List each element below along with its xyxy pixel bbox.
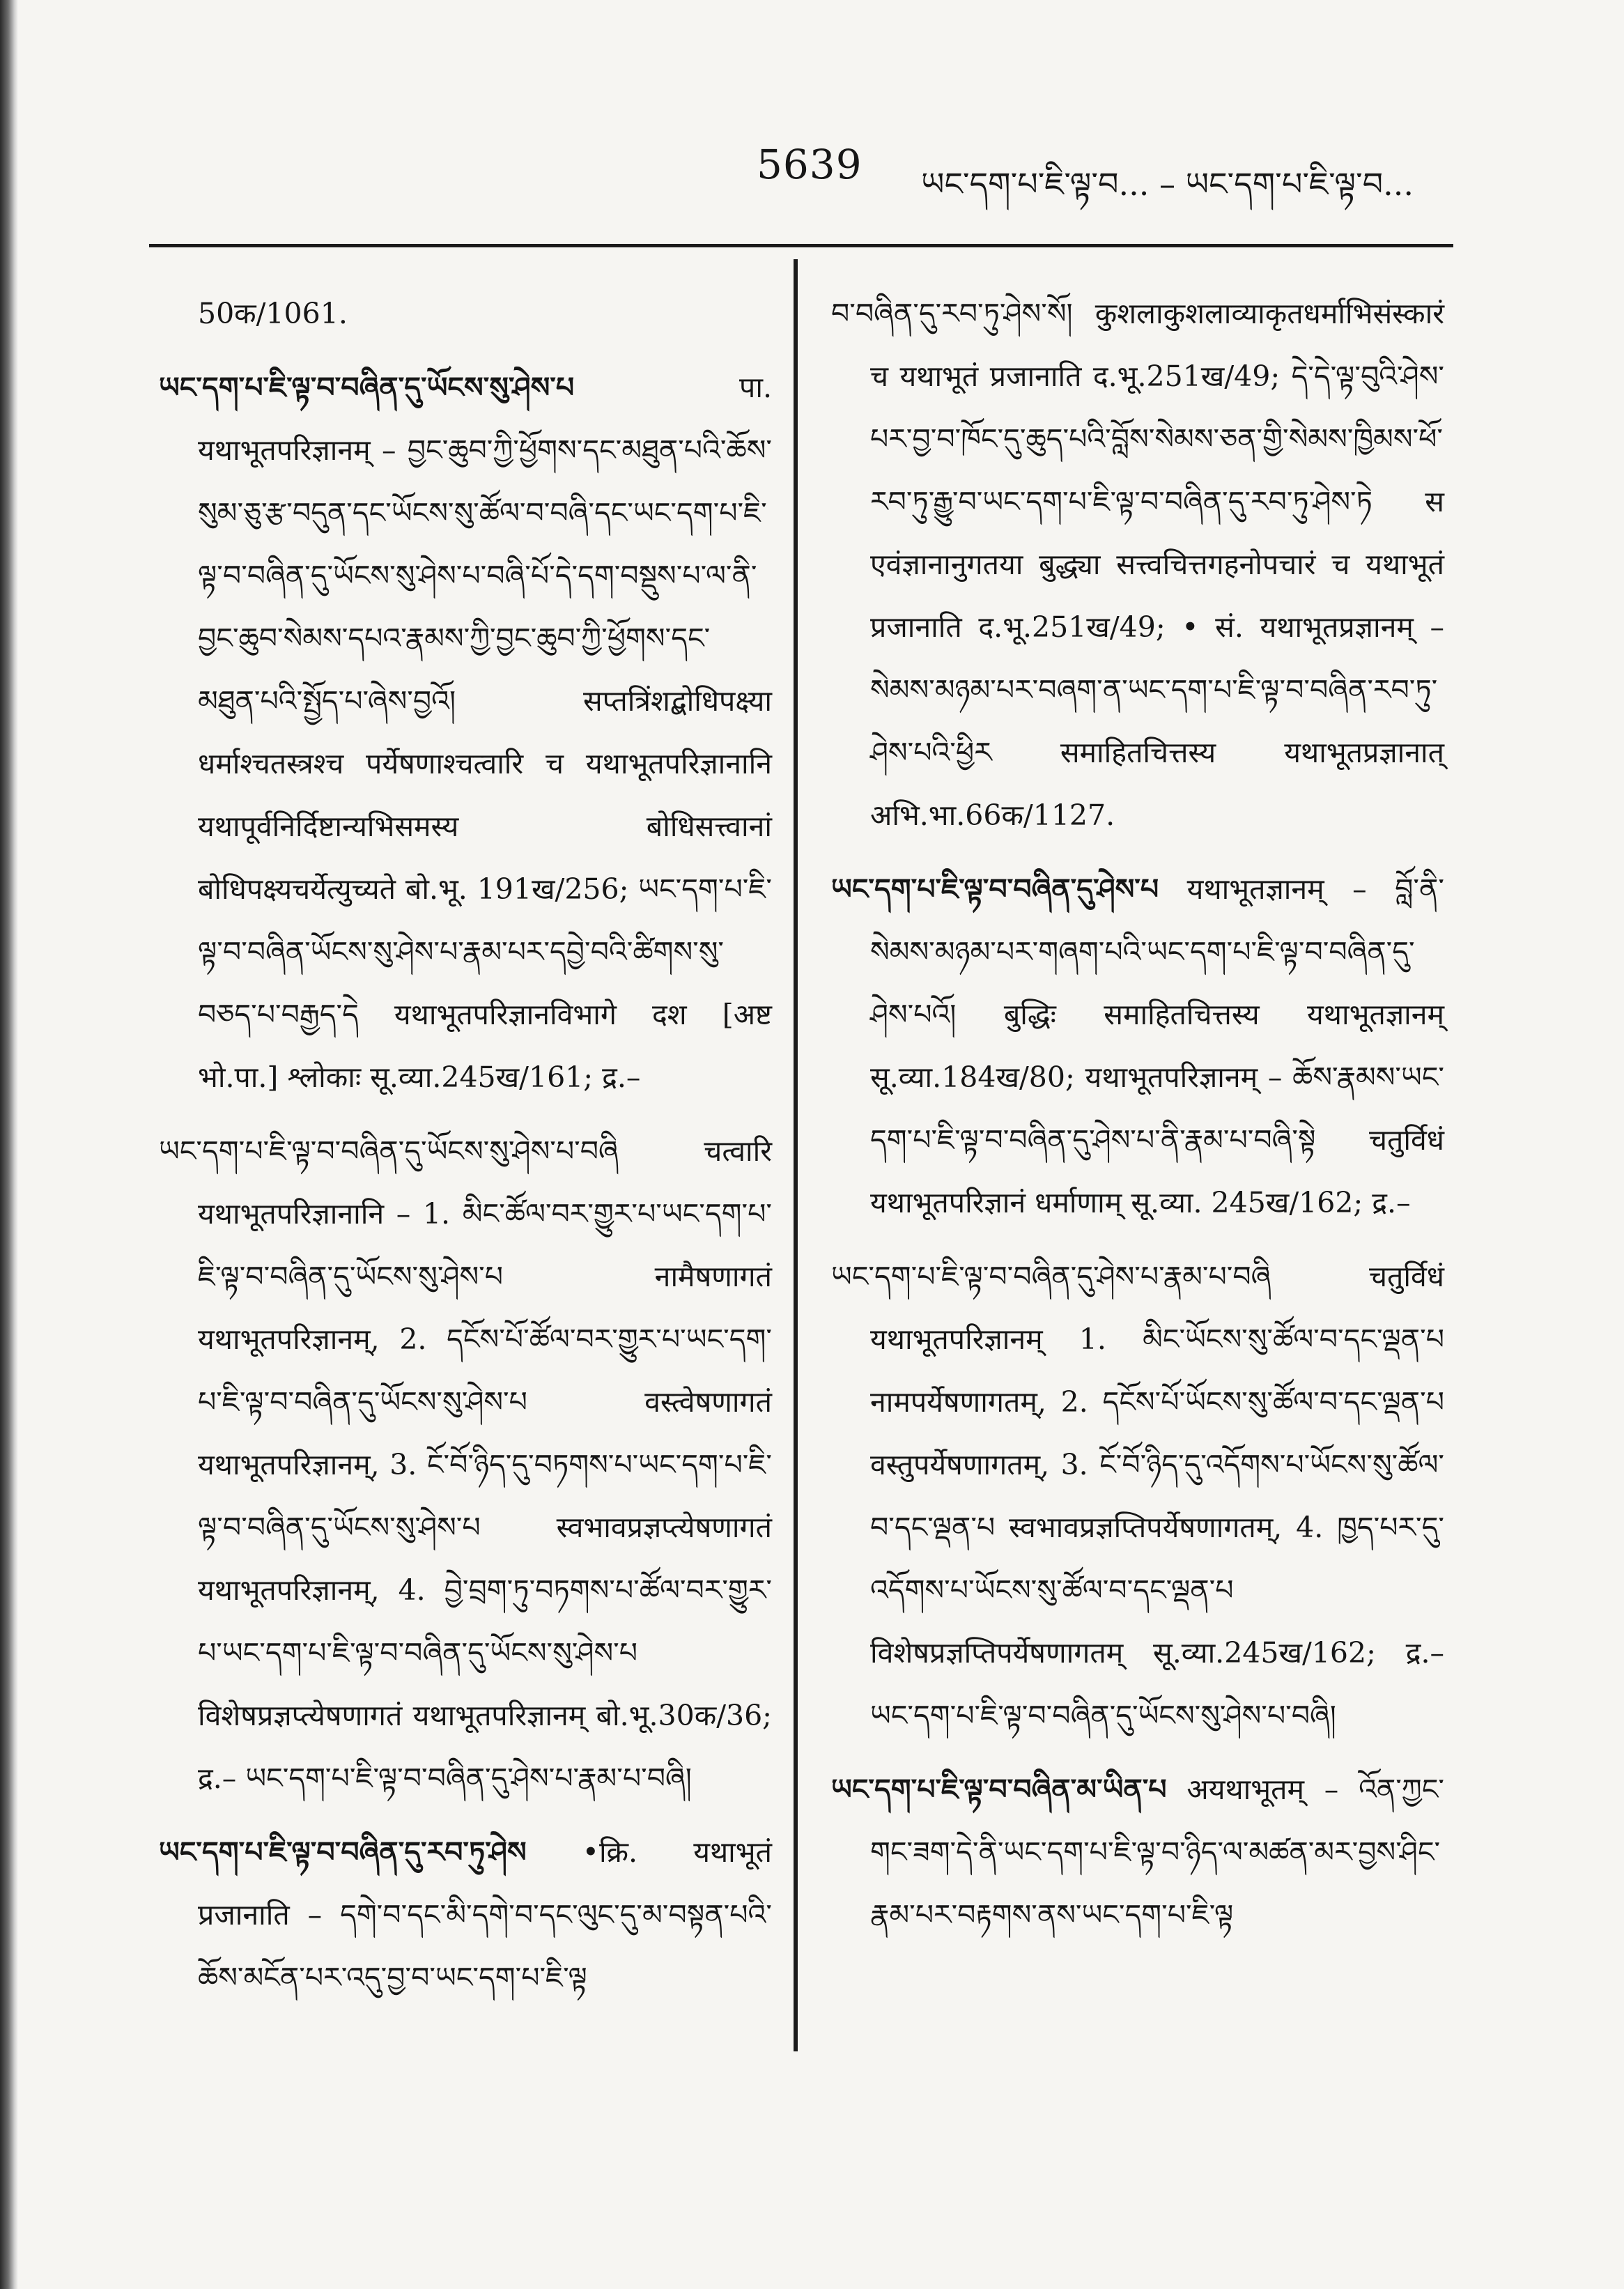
entry-body: यथाभूतज्ञानम् – བློ་ནི་སེམས་མཉམ་པར་གཞག་པའི་ཡང་དག་པ་ཇི་ལྟ་བ་བཞིན་དུ་ཤེས་པའོ། बुद्धिः समाहितचित्तस्य यथाभूतज्ञानम् सू.व्या.184ख/80; यथाभूतपरिज्ञानम् – ཆོས་རྣམས་ཡང་དག་པ་ཇི་ལྟ་བ་བཞིན་དུ་ཤེས་པ་ནི་རྣམ་པ་བཞི་སྟེ चतुर्विधं यथाभूतपरिज्ञानं धर्माणाम् सू.व्या. 245ख/162; द्र.– bbox=[870, 872, 1444, 1219]
sub-entry bbox=[831, 1245, 1444, 1747]
page-number: 5639 bbox=[757, 141, 863, 188]
entry-body: अयथाभूतम् – འོན་ཀྱང་གང་ཟག་དེ་ནི་ཡང་དག་པ་ཇི་ལྟ་བ་ཉིད་ལ་མཚན་མར་བྱས་ཤིང་རྣམ་པར་བརྟགས་ནས་ཡང་དག་པ་ཇི་ལྟ bbox=[870, 1773, 1444, 1932]
entry-headword: ཡང་དག་པ་ཇི་ལྟ་བ་བཞིན་མ་ཡིན་པ bbox=[831, 1773, 1167, 1806]
entry-body: •क्रि. यथाभूतं प्रजानाति – དགེ་བ་དང་མི་དགེ་བ་དང་ལུང་དུ་མ་བསྟན་པའི་ཆོས་མངོན་པར་འདུ་བྱ་བ་ཡང་དག་པ་ཇི་ལྟ bbox=[198, 1835, 772, 1994]
dictionary-entry bbox=[831, 858, 1444, 1234]
dictionary-entry bbox=[159, 356, 772, 1109]
sub-entry bbox=[159, 1120, 772, 1810]
dictionary-entry bbox=[831, 1758, 1444, 1946]
entry-headword: ཡང་དག་པ་ཇི་ལྟ་བ་བཞིན་དུ་ཤེས་པ bbox=[831, 872, 1159, 906]
entry-continuation bbox=[831, 282, 1444, 847]
left-column bbox=[159, 282, 772, 2020]
running-head: ཡང་དག་པ་ཇི་ལྟ་བ... – ཡང་དག་པ་ཇི་ལྟ་བ... bbox=[921, 165, 1414, 203]
entry-body: ཡང་དག་པ་ཇི་ལྟ་བ་བཞིན་དུ་ཡོངས་སུ་ཤེས་པ་བཞི चत्वारि यथाभूतपरिज्ञानानि – 1. མིང་ཚོལ་བར་གྱུར་པ་ཡང་དག་པ་ཇི་ལྟ་བ་བཞིན་དུ་ཡོངས་སུ་ཤེས་པ नामैषणागतं यथाभूतपरिज्ञानम्, 2. དངོས་པོ་ཚོལ་བར་གྱུར་པ་ཡང་དག་པ་ཇི་ལྟ་བ་བཞིན་དུ་ཡོངས་སུ་ཤེས་པ वस्त्वेषणागतं यथाभूतपरिज्ञानम्, 3. ངོ་བོ་ཉིད་དུ་བཏགས་པ་ཡང་དག་པ་ཇི་ལྟ་བ་བཞིན་དུ་ཡོངས་སུ་ཤེས་པ स्वभावप्रज्ञप्त्येषणागतं यथाभूतपरिज्ञानम्, 4. བྱེ་བྲག་ཏུ་བཏགས་པ་ཚོལ་བར་གྱུར་པ་ཡང་དག་པ་ཇི་ལྟ་བ་བཞིན་དུ་ཡོངས་སུ་ཤེས་པ विशेषप्रज्ञप्त्येषणागतं यथाभूतपरिज्ञानम् बो.भू.30क/36; द्र.– ཡང་དག་པ་ཇི་ལྟ་བ་བཞིན་དུ་ཤེས་པ་རྣམ་པ་བཞི། bbox=[159, 1134, 772, 1795]
entry-headword: ཡང་དག་པ་ཇི་ལྟ་བ་བཞིན་དུ་རབ་ཏུ་ཤེས bbox=[159, 1835, 527, 1869]
column-divider bbox=[794, 259, 798, 2051]
entry-body: ཡང་དག་པ་ཇི་ལྟ་བ་བཞིན་དུ་ཤེས་པ་རྣམ་པ་བཞི चतुर्विधं यथाभूतपरिज्ञानम् 1. མིང་ཡོངས་སུ་ཚོལ་བ་དང་ལྡན་པ नामपर्येषणागतम्, 2. དངོས་པོ་ཡོངས་སུ་ཚོལ་བ་དང་ལྡན་པ वस्तुपर्येषणागतम्, 3. ངོ་བོ་ཉིད་དུ་འདོགས་པ་ཡོངས་སུ་ཚོལ་བ་དང་ལྡན་པ स्वभावप्रज्ञप्तिपर्येषणागतम्, 4. ཁྱད་པར་དུ་འདོགས་པ་ཡོངས་སུ་ཚོལ་བ་དང་ལྡན་པ विशेषप्रज्ञप्तिपर्येषणागतम् सू.व्या.245ख/162; द्र.– ཡང་དག་པ་ཇི་ལྟ་བ་བཞིན་དུ་ཡོངས་སུ་ཤེས་པ་བཞི། bbox=[831, 1260, 1444, 1732]
entry-body: བ་བཞིན་དུ་རབ་ཏུ་ཤེས་སོ། कुशलाकुशलाव्याकृतधर्माभिसंस्कारं च यथाभूतं प्रजानाति द.भू.251ख/49; དེ་དེ་ལྟ་བུའི་ཤེས་པར་བྱ་བ་ཁོང་དུ་ཆུད་པའི་བློས་སེམས་ཅན་གྱི་སེམས་ཁྱིམས་ཕོ་རབ་ཏུ་རྒྱུ་བ་ཡང་དག་པ་ཇི་ལྟ་བ་བཞིན་དུ་རབ་ཏུ་ཤེས་ཏེ स एवंज्ञानानुगतया बुद्ध्या सत्त्वचित्तगहनोपचारं च यथाभूतं प्रजानाति द.भू.251ख/49; • सं. यथाभूतप्रज्ञानम् – སེམས་མཉམ་པར་བཞག་ན་ཡང་དག་པ་ཇི་ལྟ་བ་བཞིན་རབ་ཏུ་ཤེས་པའི་ཕྱིར समाहितचित्तस्य यथाभूतप्रज्ञानात् अभि.भा.66क/1127. bbox=[831, 297, 1444, 832]
header-rule bbox=[149, 244, 1453, 247]
entry-headword: ཡང་དག་པ་ཇི་ལྟ་བ་བཞིན་དུ་ཡོངས་སུ་ཤེས་པ bbox=[159, 371, 575, 404]
binding-shadow bbox=[0, 0, 18, 2289]
dictionary-entry bbox=[159, 1821, 772, 2009]
right-column bbox=[831, 282, 1444, 1957]
entry-body: पा. यथाभूतपरिज्ञानम् – བྱང་ཆུབ་ཀྱི་ཕྱོགས་དང་མཐུན་པའི་ཆོས་སུམ་ཅུ་རྩ་བདུན་དང་ཡོངས་སུ་ཚོལ་བ་བཞི་དང་ཡང་དག་པ་ཇི་ལྟ་བ་བཞིན་དུ་ཡོངས་སུ་ཤེས་པ་བཞི་པོ་དེ་དག་བསྡུས་པ་ལ་ནི་བྱང་ཆུབ་སེམས་དཔའ་རྣམས་ཀྱི་བྱང་ཆུབ་ཀྱི་ཕྱོགས་དང་མཐུན་པའི་སྤྱོད་པ་ཞེས་བྱའོ། सप्तत्रिंशद्बोधिपक्ष्या धर्माश्चतस्त्रश्च पर्येषणाश्चत्वारि च यथाभूतपरिज्ञानानि यथापूर्वनिर्दिष्टान्यभिसमस्य बोधिसत्त्वानां बोधिपक्ष्यचर्येत्युच्यते बो.भू. 191ख/256; ཡང་དག་པ་ཇི་ལྟ་བ་བཞིན་ཡོངས་སུ་ཤེས་པ་རྣམ་པར་དབྱེ་བའི་ཚིགས་སུ་བཅད་པ་བརྒྱད་དེ यथाभूतपरिज्ञानविभागे दश [अष्ट भो.पा.] श्लोकाः सू.व्या.245ख/161; द्र.– bbox=[198, 371, 772, 1094]
entry-reference: 50क/1061. bbox=[198, 297, 348, 330]
